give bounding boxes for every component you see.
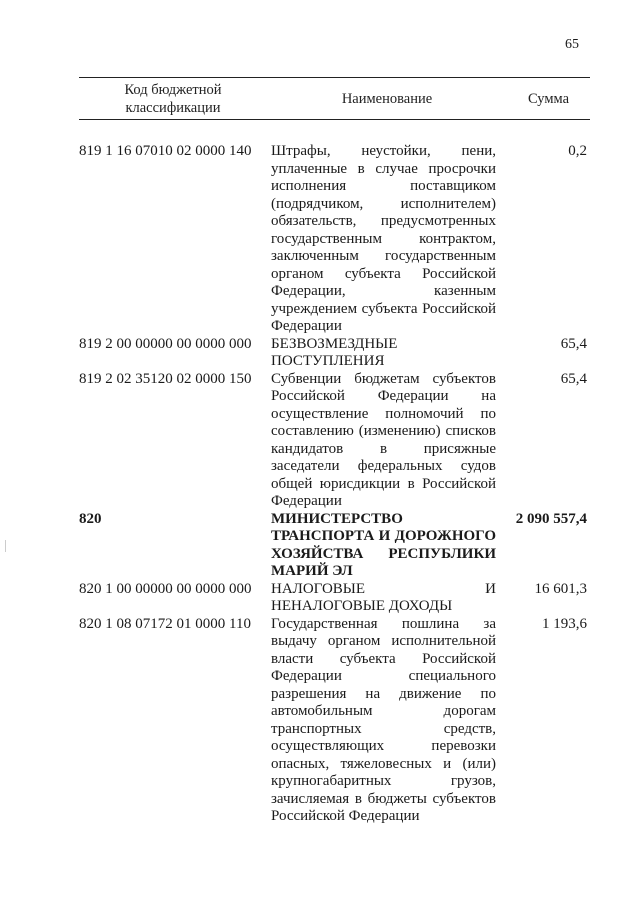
table-row — [79, 511, 590, 581]
row-name: Штрафы, неустойки, пени, уплаченные в случае просрочки исполнения поставщиком (подрядчиком, исполнителем) обязательств, предусмотренных государственным контрактом, заключенным государственным органом субъекта Российской Федерации, казенным учреждением субъекта Российской Федерации — [271, 143, 496, 334]
row-code: 819 1 16 07010 02 0000 140 — [79, 143, 252, 159]
row-name: МИНИСТЕРСТВО ТРАНСПОРТА И ДОРОЖНОГО ХОЗЯЙСТВА РЕСПУБЛИКИ МАРИЙ ЭЛ — [271, 510, 496, 579]
row-code: 819 2 00 00000 00 0000 000 — [79, 335, 252, 352]
table-row — [79, 581, 590, 616]
row-sum: 65,4 — [560, 335, 587, 352]
header-name: Наименование — [341, 90, 433, 107]
table-row — [79, 616, 590, 826]
row-sum: 16 601,3 — [534, 580, 587, 597]
page-number: 65 — [565, 37, 579, 52]
row-name: Государственная пошлина за выдачу органом исполнительной власти субъекта Российской Федерации специального разрешения на движение по автомобильным дорогам транспортных средств, осуществляющих перевозки опасных, тяжеловесных и (или) крупногабаритных грузов, зачисляемая в бюджеты субъектов Российской Федерации — [271, 615, 496, 824]
row-name: НАЛОГОВЫЕ И НЕНАЛОГОВЫЕ ДОХОДЫ — [271, 580, 496, 614]
row-code: 820 1 00 00000 00 0000 000 — [79, 580, 252, 597]
table-row — [79, 371, 590, 511]
row-code: 820 — [79, 510, 102, 527]
table-row — [79, 143, 590, 336]
row-name: БЕЗВОЗМЕЗДНЫЕ ПОСТУПЛЕНИЯ — [271, 335, 398, 369]
row-code: 819 2 02 35120 02 0000 150 — [79, 370, 252, 387]
table-body — [79, 143, 590, 826]
margin-mark — [5, 540, 6, 552]
header-sum: Сумма — [527, 90, 570, 107]
row-sum: 65,4 — [560, 370, 587, 387]
row-sum: 2 090 557,4 — [515, 510, 587, 527]
row-sum: 1 193,6 — [542, 615, 587, 632]
row-name: Субвенции бюджетам субъектов Российской Федерации на осуществление полномочий по составлению (изменению) списков кандидатов в присяжные заседатели федеральных судов общей юрисдикции в Российской Федерации — [271, 370, 496, 509]
header-code: Код бюджетной классификации — [124, 81, 222, 116]
table-row — [79, 336, 590, 371]
table-header — [79, 77, 590, 120]
row-code: 820 1 08 07172 01 0000 110 — [79, 615, 251, 632]
row-sum: 0,2 — [568, 143, 587, 159]
